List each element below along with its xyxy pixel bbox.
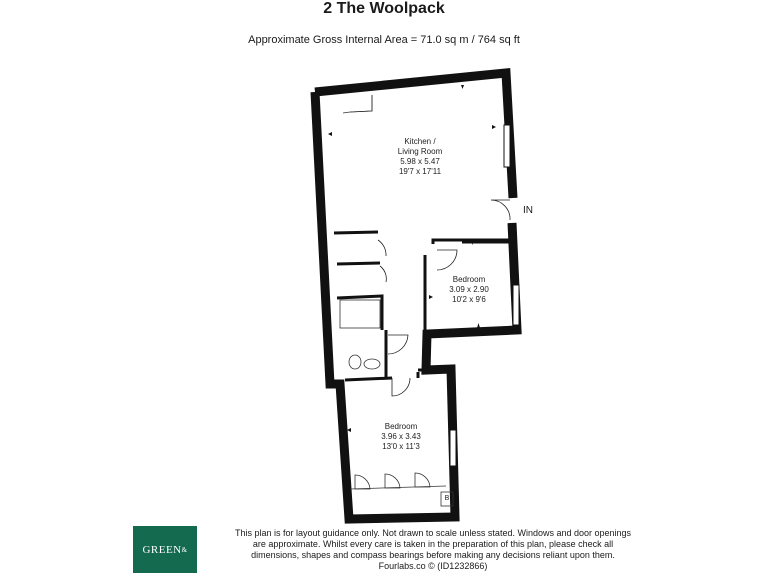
room-name-line1: Kitchen / (404, 137, 436, 146)
room-name: Bedroom (452, 275, 486, 284)
room-metric: 3.96 x 3.43 (381, 432, 421, 441)
logo-text: GREEN (142, 543, 182, 556)
wardrobe (350, 473, 453, 506)
disclaimer-line: are approximate. Whilst every care is taken in the preparation of this plan, please check all (252, 539, 614, 549)
room-imperial: 10'2 x 9'6 (452, 295, 486, 304)
toilet-icon (349, 355, 361, 369)
room-metric: 5.98 x 5.47 (400, 157, 440, 166)
agency-logo (133, 526, 197, 573)
disclaimer-line: dimensions, shapes and compass bearings before making any decisions reliant upon them. (251, 550, 615, 560)
room-bedroom-1 (434, 275, 504, 305)
plan-title: 2 The Woolpack (323, 0, 445, 17)
room-imperial: 13'0 x 11'3 (382, 442, 420, 451)
room-name-line2: Living Room (397, 147, 443, 156)
room-imperial: 19'7 x 17'11 (398, 167, 442, 176)
room-bedroom-2 (366, 422, 436, 452)
gross-internal-area: Approximate Gross Internal Area = 71.0 sq m / 764 sq ft (248, 34, 520, 46)
window-bedroom2 (450, 430, 456, 466)
disclaimer-line: This plan is for layout guidance only. Not drawn to scale unless stated. Windows and door openings (234, 528, 632, 538)
entrance-label: IN (523, 205, 533, 216)
window-kitchen (504, 125, 510, 167)
copyright-line: Fourlabs.co © (ID1232866) (378, 561, 488, 571)
bathroom-fixtures (340, 300, 380, 369)
kitchen-worktop (350, 95, 372, 112)
window-bedroom1 (513, 285, 519, 325)
room-name: Bedroom (384, 422, 418, 431)
room-kitchen-living (380, 137, 460, 177)
disclaimer (206, 528, 660, 572)
room-metric: 3.09 x 2.90 (449, 285, 489, 294)
logo-mark: & (181, 545, 188, 554)
basin-icon (364, 359, 380, 369)
boiler-label: B (444, 495, 450, 502)
